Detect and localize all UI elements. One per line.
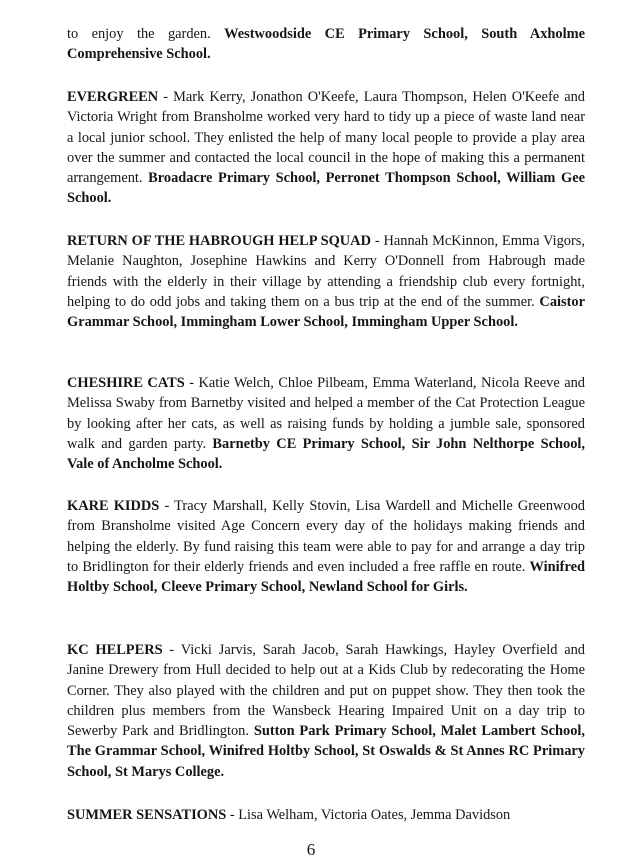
entry-evergreen — [67, 87, 585, 209]
entry-description: - Katie Welch, Chloe Pilbeam, Emma Waterland, Nicola Reeve and Melissa Swaby from Barnetby visited and helped a member of the Cat Protection League by looking after her cats, as well as raising funds by holding a jumble sale, sponsored walk and garden party. — [67, 375, 585, 452]
entry-return-of-the-habrough-help-squad — [67, 231, 585, 332]
entry-team-name: SUMMER SENSATIONS — [67, 807, 227, 823]
entry-description: - Vicki Jarvis, Sarah Jacob, Sarah Hawkings, Hayley Overfield and Janine Drewery from Hull decided to help out at a Kids Club by redecorating the Home Corner. They also played with the children and put on puppet show. They then took the children plus members from the Wansbeck Hearing Impaired Unit on a day trip to Sewerby Park and Bridlington. — [67, 642, 586, 740]
entry-kc-helpers — [67, 640, 585, 782]
page-number: 6 — [306, 840, 316, 859]
entry-description: to enjoy the garden. — [67, 26, 211, 42]
entry-team-name: EVERGREEN — [67, 89, 159, 105]
entry-team-name: RETURN OF THE HABROUGH HELP SQUAD — [67, 233, 371, 249]
entry-description: - Lisa Welham, Victoria Oates, Jemma Davidson — [226, 807, 511, 823]
entry-schools: Sutton Park Primary School, Malet Lambert School, The Grammar School, Winifred Holtby School, St Oswalds & St Annes RC Primary School, St Marys College. — [67, 723, 585, 780]
entry-description: - Mark Kerry, Jonathon O'Keefe, Laura Thompson, Helen O'Keefe and Victoria Wright from Bransholme worked very hard to tidy up a piece of waste land near a local junior school. They enlisted the help of many local people to provide a play area over the summer and contacted the local council in the hope of making this a permanent arrangement. — [67, 89, 585, 187]
entry-summer-sensations — [67, 805, 585, 825]
entry-schools: Caistor Grammar School, Immingham Lower School, Immingham Upper School. — [67, 293, 585, 331]
entry-schools: Barnetby CE Primary School, Sir John Nelthorpe School, Vale of Ancholme School. — [67, 435, 585, 473]
entry-kare-kidds — [67, 496, 585, 597]
entry-description: - Hannah McKinnon, Emma Vigors, Melanie Naughton, Josephine Hawkins and Kerry O'Donnell from Habrough made friends with the elderly in their village by attending a friendship club every fortnight, helping to do odd jobs and taking them on a bus trip at the end of the summer. — [67, 233, 585, 310]
entry-cheshire-cats — [67, 373, 585, 474]
entry-schools: Westwoodside CE Primary School, South Axholme Comprehensive School. — [67, 26, 585, 63]
entry-schools: Broadacre Primary School, Perronet Thompson School, William Gee School. — [67, 170, 585, 207]
entry-description: - Tracy Marshall, Kelly Stovin, Lisa Wardell and Michelle Greenwood from Bransholme visited Age Concern every day of the holidays making friends and helping the elderly. By fund raising this team were able to pay for and arrange a day trip to Bridlington for their elderly friends and even included a free raffle en route. — [67, 498, 585, 575]
entry-schools: Winifred Holtby School, Cleeve Primary School, Newland School for Girls. — [67, 558, 585, 596]
entry-team-name: KARE KIDDS — [67, 498, 160, 514]
entry-team-name: KC HELPERS — [67, 642, 163, 658]
entry-continuation — [67, 24, 585, 65]
entry-team-name: CHESHIRE CATS — [67, 375, 185, 391]
